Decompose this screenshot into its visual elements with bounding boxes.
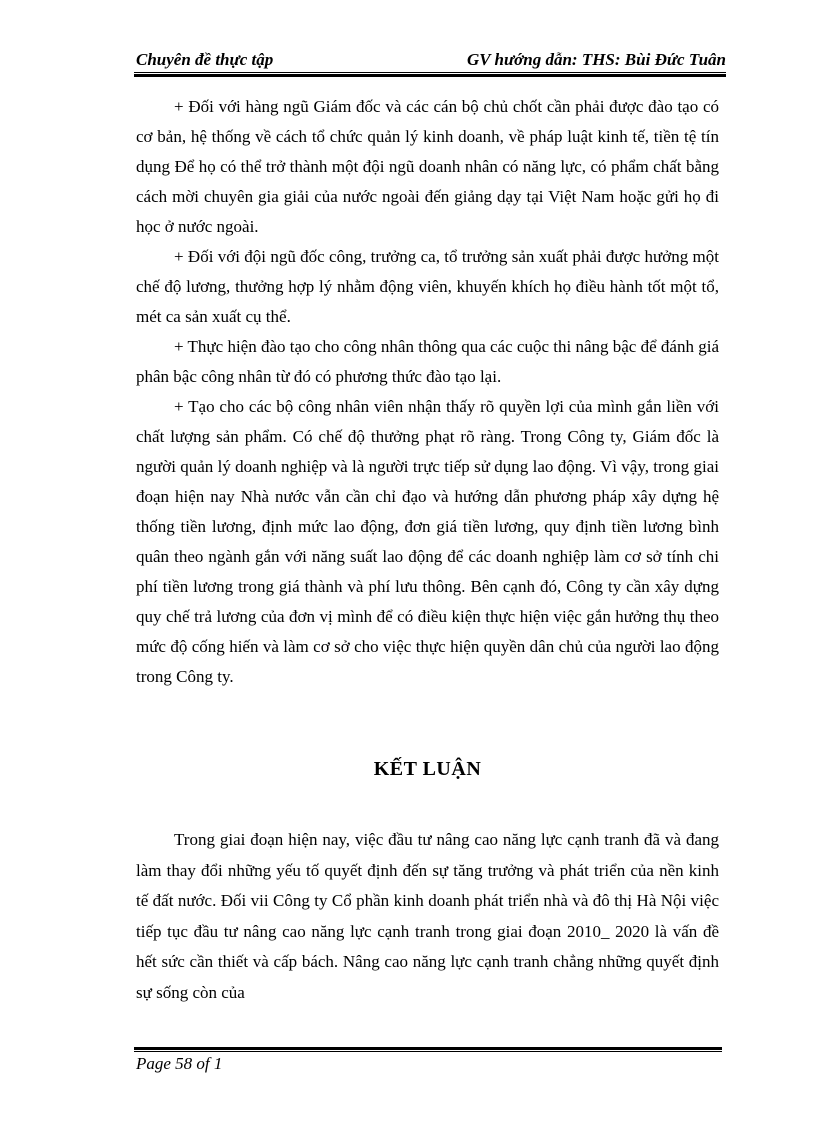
conclusion-heading: KẾT LUẬN	[373, 758, 482, 780]
header-supervisor: GV hướng dẫn: THS: Bùi Đức Tuân	[466, 50, 726, 69]
paragraph: + Tạo cho các bộ công nhân viên nhận thấy rõ quyền lợi của mình gắn liền với chất lượng sản phẩm. Có chế độ thưởng phạt rõ ràng. Trong Công ty, Giám đốc là người quản lý doanh nghiệp và là người trực tiếp sử dụng lao động. Vì vậy, trong giai đoạn hiện nay Nhà nước vẫn cần chỉ đạo và hướng dẫn phương pháp xây dựng hệ thống tiền lương, định mức lao động, đơn giá tiền lương, quy định tiền lương bình quân theo ngành gắn với năng suất lao động để các doanh nghiệp làm cơ sở tính chi phí tiền lương trong giá thành và phí lưu thông. Bên cạnh đó, Công ty cần xây dựng quy chế trả lương của đơn vị mình để có điều kiện thực hiện việc gắn hưởng thụ theo mức độ cống hiến và làm cơ sở cho việc thực hiện quyền dân chủ của người lao động trong Công ty.	[136, 397, 719, 686]
paragraph: + Đối với hàng ngũ Giám đốc và các cán bộ chủ chốt cần phải được đào tạo có cơ bản, hệ thống về cách tổ chức quản lý kinh doanh, về pháp luật kinh tế, tiền tệ tín dụng Để họ có thể trở thành một đội ngũ doanh nhân có năng lực, có phẩm chất bằng cách mời chuyên gia giải của nước ngoài đến giảng dạy tại Việt Nam hoặc gửi họ đi học ở nước ngoài.	[136, 97, 719, 236]
conclusion-text	[136, 825, 719, 1008]
paragraph: + Đối với đội ngũ đốc công, trưởng ca, tổ trưởng sản xuất phải được hưởng một chế độ lương, thưởng hợp lý nhằm động viên, khuyến khích họ điều hành tốt một tổ, mét ca sản xuất cụ thể.	[136, 247, 719, 326]
header-course-title: Chuyên đề thực tập	[136, 50, 274, 69]
page-number: Page 58 of 1	[136, 1054, 223, 1073]
paragraph: + Thực hiện đào tạo cho công nhân thông qua các cuộc thi nâng bậc để đánh giá phân bậc công nhân từ đó có phương thức đào tạo lại.	[136, 337, 719, 386]
body-text	[136, 92, 719, 692]
header-divider	[134, 72, 726, 77]
paragraph: Trong giai đoạn hiện nay, việc đầu tư nâng cao năng lực cạnh tranh đã và đang làm thay đổi những yếu tố quyết định đến sự tăng trưởng và phát triển của nền kinh tế đất nước. Đối vii Công ty Cổ phần kinh doanh phát triển nhà và đô thị Hà Nội việc tiếp tục đầu tư nâng cao năng lực cạnh tranh trong giai đoạn 2010_ 2020 là vấn đề hết sức cần thiết và cấp bách. Nâng cao năng lực cạnh tranh chẳng những quyết định sự sống còn của	[136, 830, 719, 1002]
footer-divider	[134, 1047, 722, 1052]
